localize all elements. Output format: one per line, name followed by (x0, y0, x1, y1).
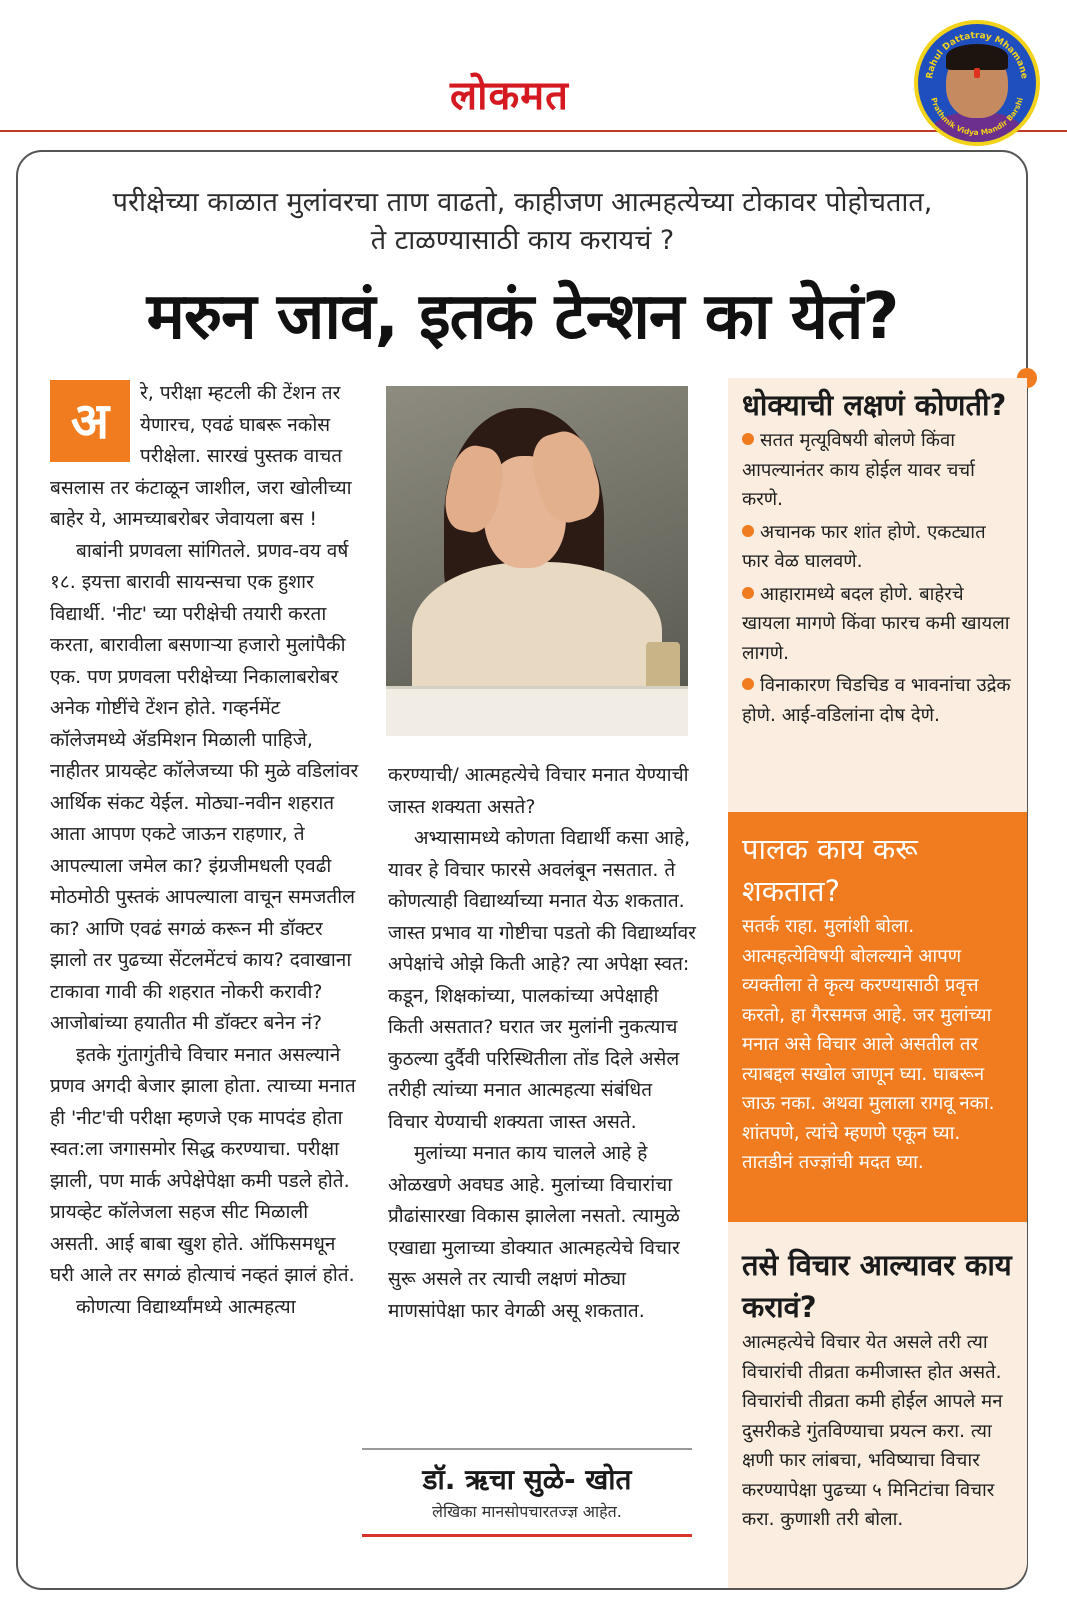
sidebar-parents-box (728, 812, 1027, 1222)
byline-rule-top (362, 1448, 692, 1450)
article-subhead (30, 184, 1015, 260)
bullet-dot-icon (742, 678, 754, 690)
svg-text:Rahul Dattatray Mhamane (925, 31, 1029, 80)
list-item (742, 671, 1013, 730)
list-item (742, 518, 1013, 577)
what-to-do-body: आत्महत्येचे विचार येत असले तरी त्या विचारांची तीव्रता कमीजास्त होत असते. विचारांची तीव्रता कमी होईल आपले मन दुसरीकडे गुंतविण्याचा प्रयत्न करा. त्या क्षणी फार लांबचा, भविष्याचा विचार करण्यापेक्षा पुढच्या ५ मिनिटांचा विचार करा. कुणाशी तरी बोला. (742, 1332, 1003, 1530)
list-item-text: विनाकारण चिडचिड व भावनांचा उद्रेक होणे. आई-वडिलांना दोष देणे. (742, 675, 1011, 726)
article-column-1 (50, 378, 360, 1323)
col1-paragraph-2: बाबांनी प्रणवला सांगितले. प्रणव-वय वर्ष १८. इयत्ता बारावी सायन्सचा एक हुशार विद्यार्थी. 'नीट' च्या परीक्षेची तयारी करता करता, बारावीला बसणाऱ्या हजारो मुलांपैकी एक. पण प्रणवला परीक्षेच्या निकालाबरोबर अनेक गोष्टींचे टेंशन होते. गव्हर्नमेंट कॉलेजमध्ये ॲडमिशन मिळाली पाहिजे, नाहीतर प्रायव्हेट कॉलेजच्या फी मुळे वडिलांवर आर्थिक संकट येईल. मोठ्या-नवीन शहरात आता आपण एकटे जाऊन राहणार, ते आपल्याला जमेल का? इंग्रजीमधली एवढी मोठमोठी पुस्तकं आपल्याला वाचून समजतील का? आणि एवढं सगळं करून मी डॉक्टर झालो तर पुढच्या सेंटलमेंटचं काय? दवाखाना टाकावा गावी की शहरात नोकरी करावी? आजोबांच्या हयातीत मी डॉक्टर बनेन नं? (50, 539, 359, 1034)
col2-paragraph-1: करण्याची/ आत्महत्येचे विचार मनात येण्याची जास्त शक्यता असते? (388, 764, 689, 818)
warning-signs-list (742, 426, 1013, 730)
list-item (742, 426, 1013, 515)
byline-author: डॉ. ऋचा सुळे- खोत (422, 1463, 632, 1496)
byline-description: लेखिका मानसोपचारतज्ज्ञ आहेत. (432, 1502, 622, 1521)
masthead-rule (0, 130, 1067, 132)
what-to-do-title: तसे विचार आल्यावर काय करावं? (742, 1248, 1012, 1324)
list-item (742, 580, 1013, 669)
profile-badge (914, 20, 1040, 146)
article-headline: मरुन जावं, इतकं टेन्शन का येतं? (146, 280, 899, 354)
article-column-2 (388, 760, 698, 1327)
col1-paragraph-4: कोणत्या विद्यार्थ्यांमध्ये आत्महत्या (76, 1295, 296, 1318)
list-item-text: आहारामध्ये बदल होणे. बाहेरचे खायला मागणे किंवा फारच कमी खायला लागणे. (742, 583, 1010, 664)
col1-paragraph-1: रे, परीक्षा म्हटली की टेंशन तर येणारच, एवढं घाबरू नकोस परीक्षेला. सारखं पुस्तक वाचत बसलास तर कंटाळून जाशील, जरा खोलीच्या बाहेर ये, आमच्याबरोबर जेवायला बस ! (50, 382, 352, 530)
col2-paragraph-3: मुलांच्या मनात काय चालले आहे हे ओळखणे अवघड आहे. मुलांच्या विचारांचा प्रौढांसारखा विकास झालेला नसतो. त्यामुळे एखाद्या मुलाच्या डोक्यात आत्महत्येचे विचार सुरू असले तर त्याची लक्षणं मोठ्या माणसांपेक्षा फार वेगळी असू शकतात. (388, 1142, 680, 1322)
sidebar-what-to-do (728, 1244, 1027, 1584)
masthead (0, 0, 1067, 134)
bullet-dot-icon (742, 433, 754, 445)
warning-signs-title: धोक्याची लक्षणं कोणती? (742, 388, 1007, 422)
dropcap: अ (50, 380, 130, 462)
parents-box-body: सतर्क राहा. मुलांशी बोला. आत्महत्येविषयी बोलल्याने आपण व्यक्तीला ते कृत्य करण्यासाठी प्रवृत्त करतो, हा गैरसमज आहे. जर मुलांच्या मनात असे विचार आले असतील तर त्याबद्दल सखोल जाणून घ्या. घाबरून जाऊ नका. अथवा मुलाला रागवू नका. शांतपणे, त्यांचे म्हणणे एकून घ्या. तातडीनं तज्ज्ञांची मदत घ्या. (742, 916, 995, 1173)
bullet-dot-icon (742, 587, 754, 599)
byline-rule-bottom (362, 1534, 692, 1537)
bullet-dot-icon (742, 525, 754, 537)
badge-text-bottom: Prathmik Vidya Mandir Barshi (929, 96, 1025, 138)
photo-mug (646, 642, 680, 692)
col2-paragraph-2: अभ्यासामध्ये कोणता विद्यार्थी कसा आहे, यावर हे विचार फारसे अवलंबून नसतात. ते कोणत्याही विद्यार्थ्याच्या मनात येऊ शकतात. जास्त प्रभाव या गोष्टीचा पडतो की विद्यार्थ्यावर अपेक्षांचे ओझे किती आहे? त्या अपेक्षा स्वत: कडून, शिक्षकांच्या, पालकांच्या अपेक्षाही किती असतात? घरात जर मुलांनी नुकत्याच कुठल्या दुर्दैवी परिस्थितीला तोंड दिले असेल तरीही त्यांच्या मनात आत्महत्या संबंधित विचार येण्याची शक्यता जास्त असते. (388, 827, 696, 1133)
svg-text:Prathmik Vidya Mandir Barshi (929, 96, 1025, 137)
badge-text-top: Rahul Dattatray Mhamane (925, 30, 1029, 80)
lokmat-logo: लोकमत (450, 73, 569, 119)
parents-box-title: पालक काय करू शकतात? (742, 832, 918, 908)
badge-ring-text (918, 24, 1036, 142)
list-item-text: सतत मृत्यूविषयी बोलणे किंवा आपल्यानंतर काय होईल यावर चर्चा करणे. (742, 430, 975, 510)
subhead-line-2: ते टाळण्यासाठी काय करायचं ? (370, 225, 675, 256)
sidebar-warning-signs (728, 384, 1027, 802)
col1-paragraph-3: इतके गुंतागुंतीचे विचार मनात असल्याने प्रणव अगदी बेजार झाला होता. त्याच्या मनात ही 'नीट'ची परीक्षा म्हणजे एक मापदंड होता स्वत:ला जगासमोर सिद्ध करण्याचा. परीक्षा झाली, पण मार्क अपेक्षेपेक्षा कमी पडले होते. प्रायव्हेट कॉलेजला सहज सीट मिळाली असती. आई बाबा खुश होते. ऑफिसमधून घरी आले तर सगळं होत्याचं नव्हतं झालं होतं. (50, 1043, 356, 1286)
photo-book (386, 686, 688, 736)
subhead-line-1: परीक्षेच्या काळात मुलांवरचा ताण वाढतो, काहीजण आत्महत्येच्या टोकावर पोहोचतात, (112, 187, 933, 218)
stressed-student-photo (386, 386, 688, 736)
list-item-text: अचानक फार शांत होणे. एकट्यात फार वेळ घालवणे. (742, 521, 986, 572)
